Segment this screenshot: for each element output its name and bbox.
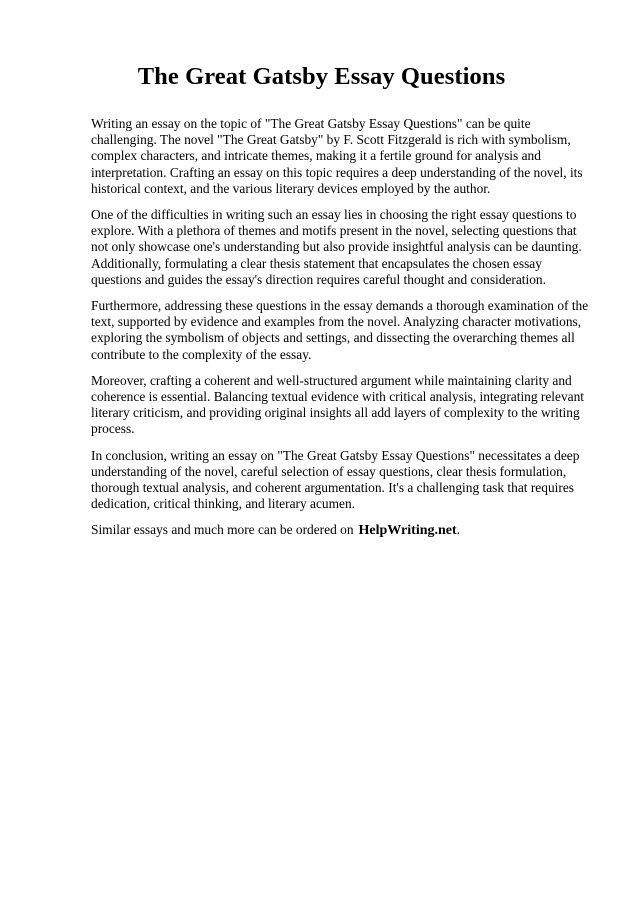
closing-line <box>91 522 590 539</box>
helpwriting-link[interactable]: HelpWriting.net <box>358 523 457 539</box>
closing-text: Similar essays and much more can be ordered on <box>91 522 354 538</box>
paragraph-furthermore: Furthermore, addressing these questions in the essay demands a thorough examination of the text, supported by evidence and examples from the novel. Analyzing character motivations, exploring the symbolism of objects and settings, and dissecting the overarching themes all contribute to the complexity of the essay. <box>91 298 589 362</box>
paragraph-intro: Writing an essay on the topic of "The Great Gatsby Essay Questions" can be quite challenging. The novel "The Great Gatsby" by F. Scott Fitzgerald is rich with symbolism, complex characters, and intricate themes, making it a fertile ground for analysis and interpretation. Crafting an essay on this topic requires a deep understanding of the novel, its historical context, and the various literary devices employed by the author. <box>91 116 583 196</box>
paragraph-conclusion: In conclusion, writing an essay on "The Great Gatsby Essay Questions" necessitates a deep understanding of the novel, careful selection of essay questions, clear thesis formulation, thorough textual analysis, and coherent argumentation. It's a challenging task that requires dedication, critical thinking, and literary acumen. <box>91 447 580 512</box>
paragraph-difficulties: One of the difficulties in writing such an essay lies in choosing the right essay questions to explore. With a plethora of themes and motifs present in the novel, selecting questions that not only showcase one's understanding but also provide insightful analysis can be daunting. Additionally, formulating a clear thesis statement that encapsulates the chosen essay questions and guides the essay's direction requires careful thought and consideration. <box>91 207 582 287</box>
closing-period: . <box>456 522 461 538</box>
paragraph-moreover: Moreover, crafting a coherent and well-structured argument while maintaining clarity and coherence is essential. Balancing textual evidence with critical analysis, integrating relevant literary criticism, and providing original insights all add layers of complexity to the writing process. <box>91 372 585 437</box>
document-title: The Great Gatsby Essay Questions <box>137 63 506 90</box>
